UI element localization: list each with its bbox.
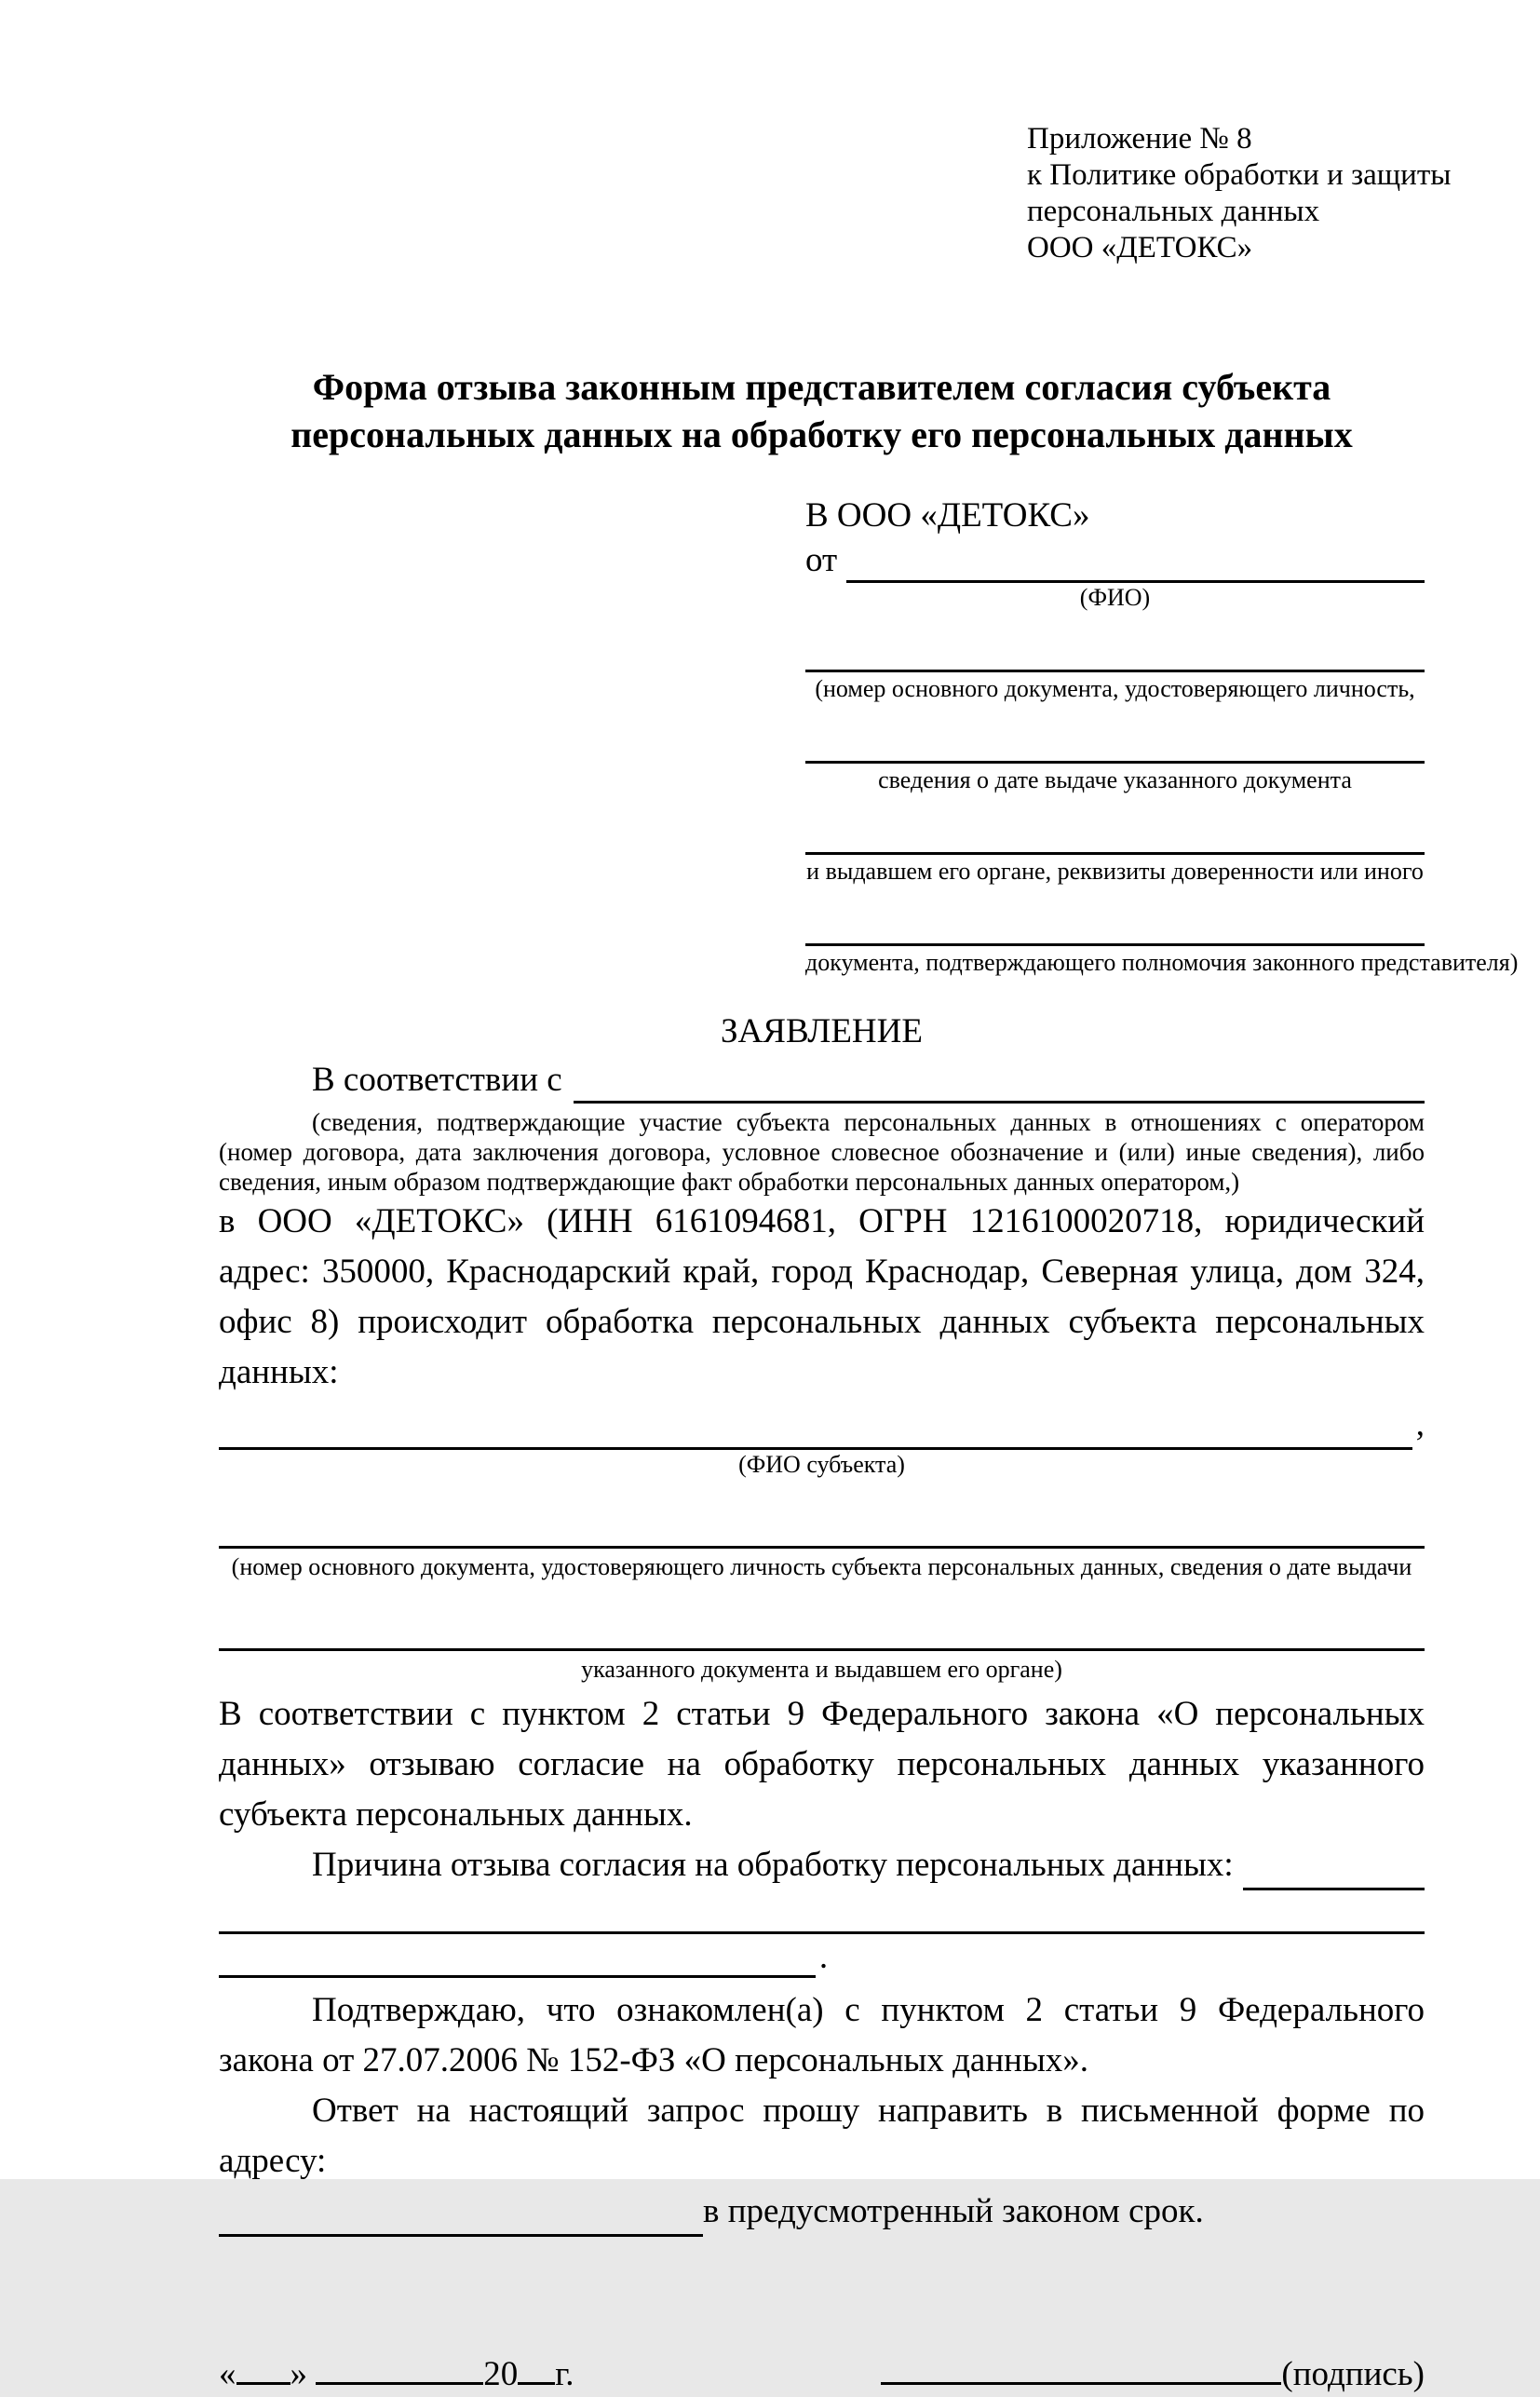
appendix-reference-block xyxy=(1027,121,1452,266)
reason-blank-line-3 xyxy=(219,1934,1425,1978)
representative-doc-field xyxy=(805,731,1425,794)
quote-close: » xyxy=(290,2355,307,2393)
month-blank xyxy=(316,2349,483,2385)
doc-caption: документа, подтверждающего полномочия законного представителя) xyxy=(805,949,1519,976)
subject-doc-field xyxy=(219,1617,1425,1684)
representative-doc-field xyxy=(805,640,1425,703)
footer-row xyxy=(219,2349,1425,2397)
signature-blank-line xyxy=(881,2349,1281,2385)
subject-doc-caption: (номер основного документа, удостоверяющего личность субъекта персональных данных, сведения о дате выдачи xyxy=(231,1553,1412,1580)
reply-tail: в предусмотренный законом срок. xyxy=(703,2192,1204,2230)
confirm-paragraph: Подтверждаю, что ознакомлен(а) с пунктом 2 статьи 9 Федерального закона от 27.07.2006 № 152-ФЗ «О персональных данных». xyxy=(219,1991,1425,2079)
blank-period: . xyxy=(818,1938,829,1976)
doc-blank-line xyxy=(805,914,1425,946)
day-blank xyxy=(236,2349,290,2385)
addressee-block xyxy=(805,494,1519,977)
subject-fio-comma: , xyxy=(1415,1405,1425,1443)
reply-address-row xyxy=(219,2187,1425,2237)
year-prefix: 20 xyxy=(483,2355,519,2393)
signature-caption: (подпись) xyxy=(1281,2355,1425,2393)
intro-lead: В соответствии с xyxy=(312,1061,562,1099)
addressee-to: В ООО «ДЕТОКС» xyxy=(805,496,1090,535)
date-field xyxy=(219,2349,574,2397)
appendix-line: персональных данных xyxy=(1027,195,1320,228)
reply-lead: Ответ на настоящий запрос прошу направить в письменной форме по адресу: xyxy=(219,2092,1425,2180)
intro-row xyxy=(219,1057,1425,1104)
reason-blank-line xyxy=(1243,1850,1425,1890)
representative-doc-field xyxy=(805,914,1519,977)
subject-doc-field xyxy=(219,1514,1425,1581)
from-label: от xyxy=(805,541,838,579)
doc-caption: (номер основного документа, удостоверяющего личность, xyxy=(815,675,1415,702)
document-title xyxy=(219,363,1425,458)
doc-blank-line xyxy=(805,822,1425,855)
quote-open: « xyxy=(219,2355,236,2393)
reply-address-blank-line xyxy=(219,2197,703,2237)
doc-caption: и выдавшем его органе, реквизиты доверенности или иного xyxy=(806,858,1424,885)
doc-caption: сведения о дате выдаче указанного документа xyxy=(878,766,1352,793)
reason-lead: Причина отзыва согласия на обработку персональных данных: xyxy=(312,1846,1234,1884)
signature-field xyxy=(881,2349,1425,2397)
reason-row xyxy=(219,1840,1425,1890)
reason-blank-line-3-rule xyxy=(219,1934,816,1978)
year-suffix: г. xyxy=(555,2355,574,2393)
appendix-line: Приложение № 8 xyxy=(1027,122,1252,156)
intro-blank-line xyxy=(574,1101,1425,1104)
year-blank xyxy=(518,2349,555,2385)
subject-fio-row xyxy=(219,1405,1425,1450)
addressee-from-row xyxy=(805,538,1425,583)
fio-caption: (ФИО) xyxy=(1079,584,1151,611)
doc-blank-line xyxy=(805,731,1425,764)
statement-heading: ЗАЯВЛЕНИЕ xyxy=(721,1012,923,1050)
appendix-line: ООО «ДЕТОКС» xyxy=(1027,231,1253,264)
appendix-line: к Политике обработки и защиты xyxy=(1027,158,1452,192)
operator-paragraph: в ООО «ДЕТОКС» (ИНН 6161094681, ОГРН 1216100020718, юридический адрес: 350000, Краснодарский край, город Краснодар, Северная улица, дом 324, офис 8) происходит обработка персональных данных субъекта персональных данных: xyxy=(219,1202,1425,1391)
reason-blank-line-2 xyxy=(219,1890,1425,1934)
document-title-line: персональных данных на обработку его персональных данных xyxy=(290,413,1353,455)
intro-caption: (сведения, подтверждающие участие субъекта персональных данных в отношениях с оператором (номер договора, дата заключения договора, условное словесное обозначение и (или) иные сведения), либо сведения, иным образом подтверждающие факт обработки персональных данных оператором,) xyxy=(219,1108,1425,1196)
doc-blank-line xyxy=(805,640,1425,672)
subject-fio-caption: (ФИО субъекта) xyxy=(738,1451,905,1478)
document-title-line: Форма отзыва законным представителем согласия субъекта xyxy=(312,366,1331,408)
representative-doc-field xyxy=(805,822,1425,886)
subject-doc-blank-line xyxy=(219,1514,1425,1549)
withdraw-paragraph: В соответствии с пунктом 2 статьи 9 Федерального закона «О персональных данных» отзываю согласие на обработку персональных данных указанного субъекта персональных данных. xyxy=(219,1695,1425,1834)
subject-doc-blank-line xyxy=(219,1617,1425,1651)
subject-doc-caption: указанного документа и выдавшем его органе) xyxy=(581,1656,1062,1683)
